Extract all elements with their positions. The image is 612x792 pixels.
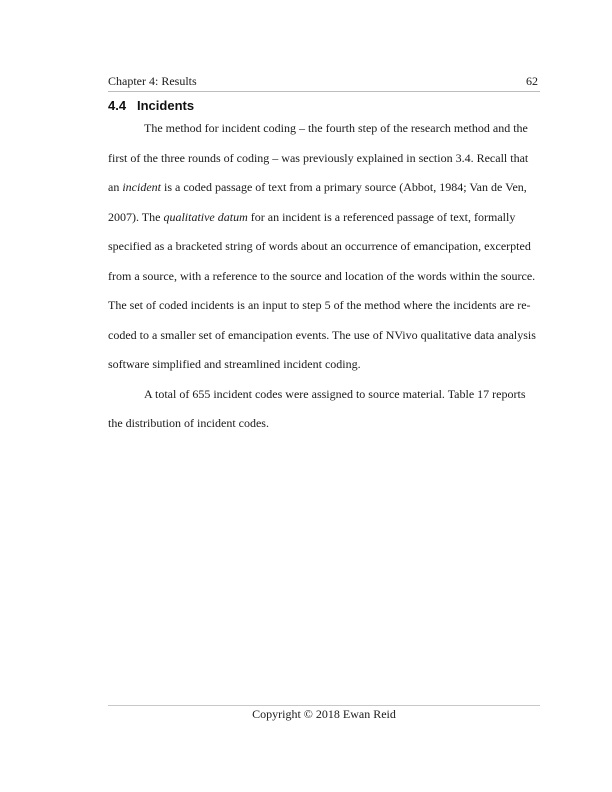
paragraph-1-line-9: software simplified and streamlined incident coding.: [108, 357, 361, 371]
chapter-title: Chapter 4: Results: [108, 74, 197, 88]
paragraph-1-line-8: coded to a smaller set of emancipation events. The use of NVivo qualitative data analysis: [108, 327, 536, 342]
copyright-footer: Copyright © 2018 Ewan Reid: [252, 707, 396, 721]
paragraph-1-line-4: [108, 203, 540, 233]
term-qualitative-datum: qualitative datum: [163, 209, 248, 224]
body-text: [108, 114, 540, 439]
header-divider: [108, 91, 540, 92]
footer-divider: [108, 705, 540, 706]
text-run: an: [108, 180, 123, 194]
paragraph-1-line-2: first of the three rounds of coding – was previously explained in section 3.4. Recall that: [108, 150, 529, 165]
section-number: 4.4: [108, 98, 127, 113]
paragraph-1-line-7: The set of coded incidents is an input to step 5 of the method where the incidents are re-: [108, 298, 531, 312]
page-number: 62: [526, 74, 538, 88]
text-run: is a coded passage of text from a primary source (Abbot, 1984; Van de Ven,: [160, 180, 527, 194]
paragraph-1-line-5: specified as a bracketed string of words about an occurrence of emancipation, excerpted: [108, 239, 531, 253]
running-header: [108, 74, 540, 90]
text-run: for an incident is a referenced passage of text, formally: [247, 209, 516, 224]
paragraph-1-line-3: [108, 173, 540, 203]
section-title: Incidents: [137, 98, 195, 113]
section-heading: [108, 98, 194, 113]
paragraph-1-line-1: The method for incident coding – the fourth step of the research method and the: [144, 121, 528, 135]
paragraph-2-line-1: A total of 655 incident codes were assigned to source material. Table 17 reports: [144, 386, 526, 401]
term-incident: incident: [122, 180, 161, 194]
paragraph-2-line-2: the distribution of incident codes.: [108, 416, 269, 430]
text-run: 2007). The: [108, 209, 164, 224]
paragraph-1-line-6: from a source, with a reference to the source and location of the words within the source.: [108, 268, 536, 283]
